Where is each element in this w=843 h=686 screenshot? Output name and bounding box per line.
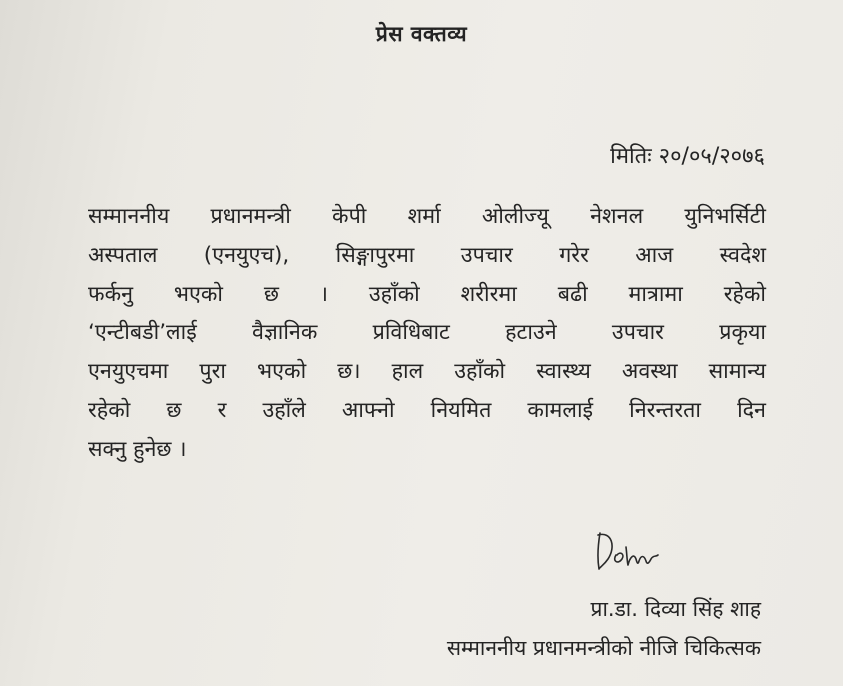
signer-title: सम्माननीय प्रधानमन्त्रीको नीजि चिकित्सक: [446, 636, 761, 660]
body-line: ‘एन्टीबडी’लाई वैज्ञानिक प्रविधिबाट हटाउने उपचार प्रकृया: [88, 320, 766, 346]
body-line: एनयुएचमा पुरा भएको छ। हाल उहाँको स्वास्थ्य अवस्था सामान्य: [88, 359, 766, 385]
body-line: सम्माननीय प्रधानमन्त्री केपी शर्मा ओलीज्यू नेशनल युनिभर्सिटी: [88, 204, 766, 229]
body-line: रहेको छ र उहाँले आफ्नो नियमित कामलाई निरन्तरता दिन: [88, 397, 766, 423]
statement-body: [88, 198, 766, 470]
signer-name: प्रा.डा. दिव्या सिंह शाह: [590, 597, 761, 621]
body-line: सक्नु हुनेछ ।: [88, 436, 187, 462]
document-title: प्रेस वक्तव्य: [375, 22, 468, 46]
body-line: अस्पताल (एनयुएच), सिङ्गापुरमा उपचार गरेर आज स्वदेश: [88, 242, 766, 268]
body-line: फर्कनु भएको छ । उहाँको शरीरमा बढी मात्रामा रहेको: [88, 281, 766, 307]
document-date: मितिः २०/०५/२०७६: [610, 144, 765, 169]
handwritten-signature: [590, 525, 670, 575]
